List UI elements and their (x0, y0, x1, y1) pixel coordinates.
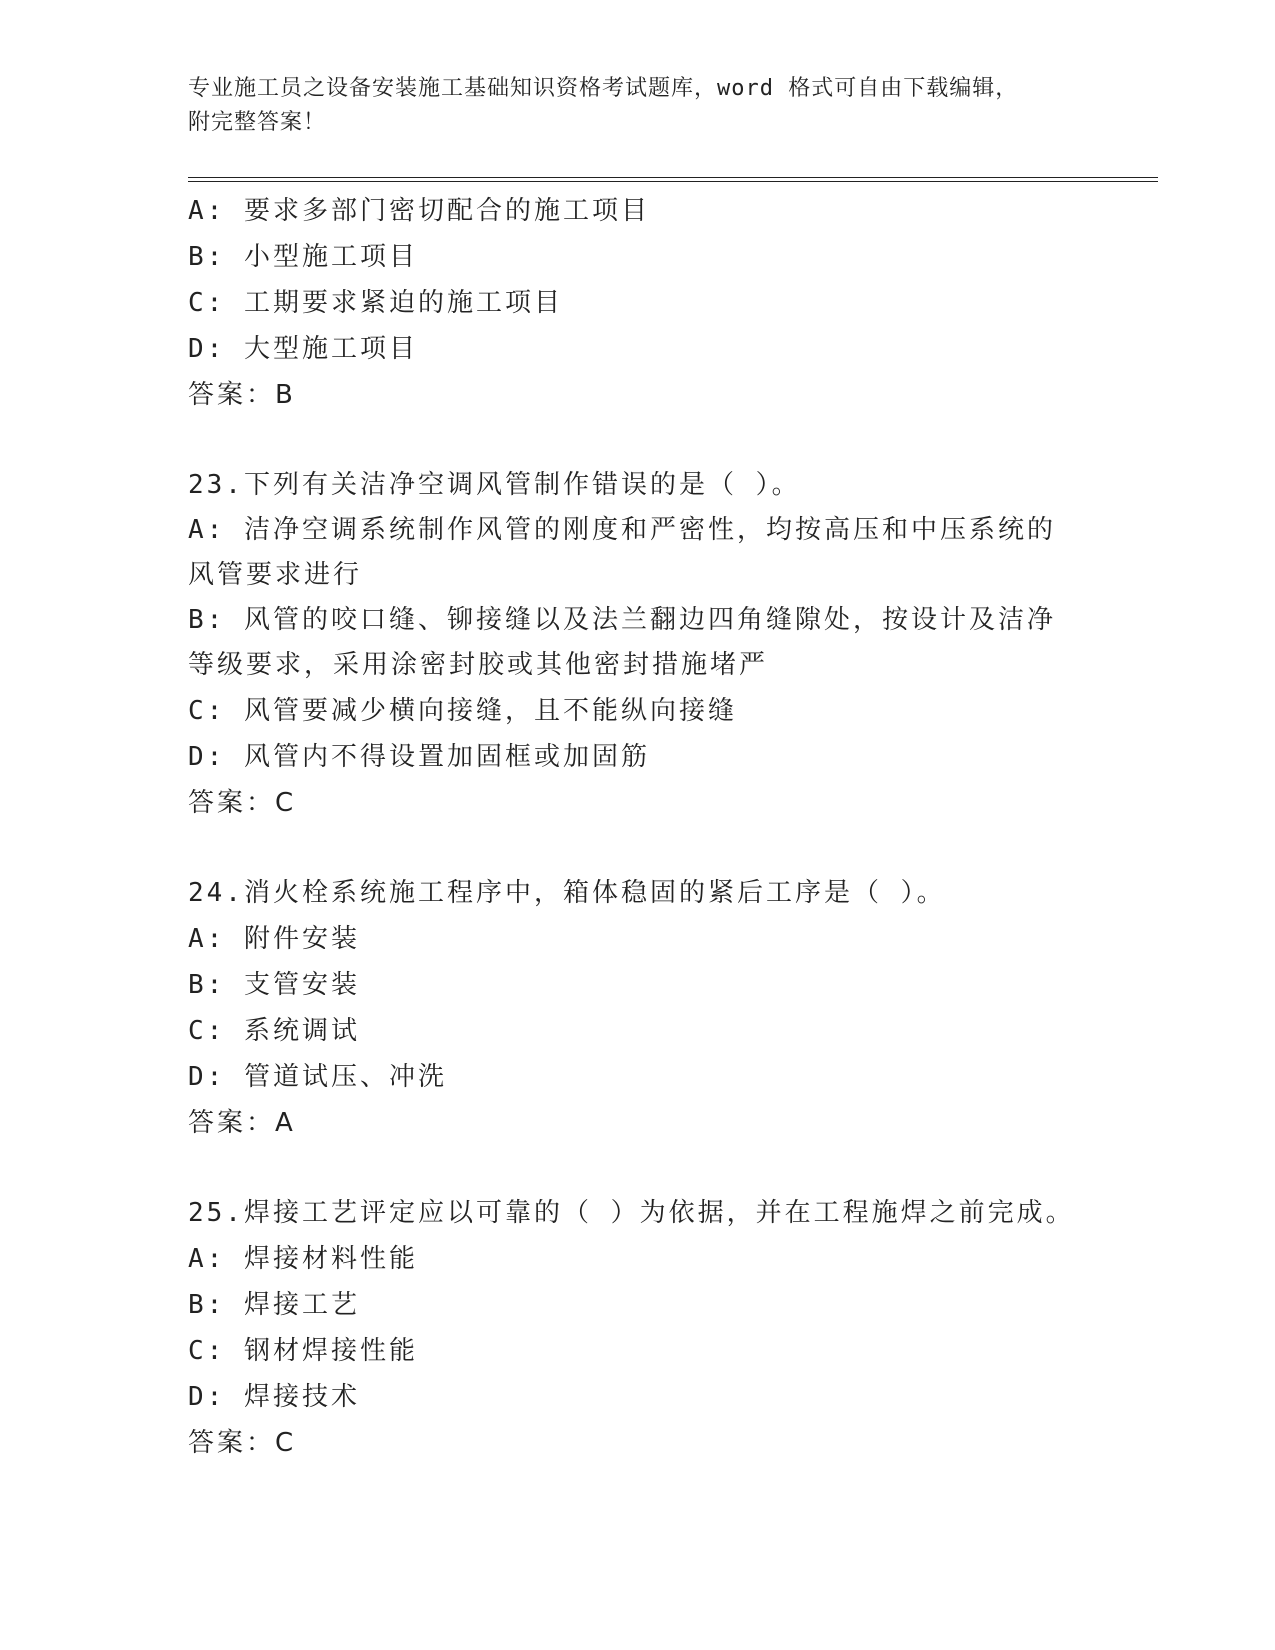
option-c: C: 钢材焊接性能 (188, 1336, 418, 1366)
answer: 答案：A (188, 1108, 296, 1138)
option-d: D: 管道试压、冲洗 (188, 1062, 447, 1092)
option-d: D: 焊接技术 (188, 1382, 360, 1412)
header-line-1: 专业施工员之设备安装施工基础知识资格考试题库，word 格式可自由下载编辑， (188, 76, 1019, 101)
option-c: C: 系统调试 (188, 1016, 360, 1046)
answer: 答案：C (188, 788, 297, 818)
option-a: A: 附件安装 (188, 924, 360, 954)
document-header (188, 72, 1068, 140)
question-text: 23.下列有关洁净空调风管制作错误的是（ ）。 (188, 470, 801, 500)
option-d: D: 风管内不得设置加固框或加固筋 (188, 742, 650, 772)
question-text: 25.焊接工艺评定应以可靠的（ ）为依据，并在工程施焊之前完成。 (188, 1198, 1075, 1228)
question-23-block (188, 462, 1088, 826)
header-divider (188, 177, 1158, 182)
option-c: C: 风管要减少横向接缝，且不能纵向接缝 (188, 696, 737, 726)
answer: 答案：B (188, 380, 296, 410)
question-text: 24.消火栓系统施工程序中，箱体稳固的紧后工序是（ ）。 (188, 878, 946, 908)
option-a: A: 要求多部门密切配合的施工项目 (188, 196, 650, 226)
header-line-2: 附完整答案！ (188, 110, 327, 135)
option-a: A: 洁净空调系统制作风管的刚度和严密性，均按高压和中压系统的风管要求进行 (188, 515, 1056, 590)
option-d: D: 大型施工项目 (188, 334, 418, 364)
question-22-block (188, 188, 1088, 418)
question-25-block (188, 1190, 1088, 1466)
answer: 答案：C (188, 1428, 297, 1458)
question-list (188, 188, 1088, 1466)
option-b: B: 焊接工艺 (188, 1290, 360, 1320)
option-b: B: 风管的咬口缝、铆接缝以及法兰翻边四角缝隙处，按设计及洁净等级要求，采用涂密封胶或其他密封措施堵严 (188, 605, 1056, 680)
option-b: B: 支管安装 (188, 970, 360, 1000)
option-c: C: 工期要求紧迫的施工项目 (188, 288, 563, 318)
question-24-block (188, 870, 1088, 1146)
option-b: B: 小型施工项目 (188, 242, 418, 272)
option-a: A: 焊接材料性能 (188, 1244, 418, 1274)
